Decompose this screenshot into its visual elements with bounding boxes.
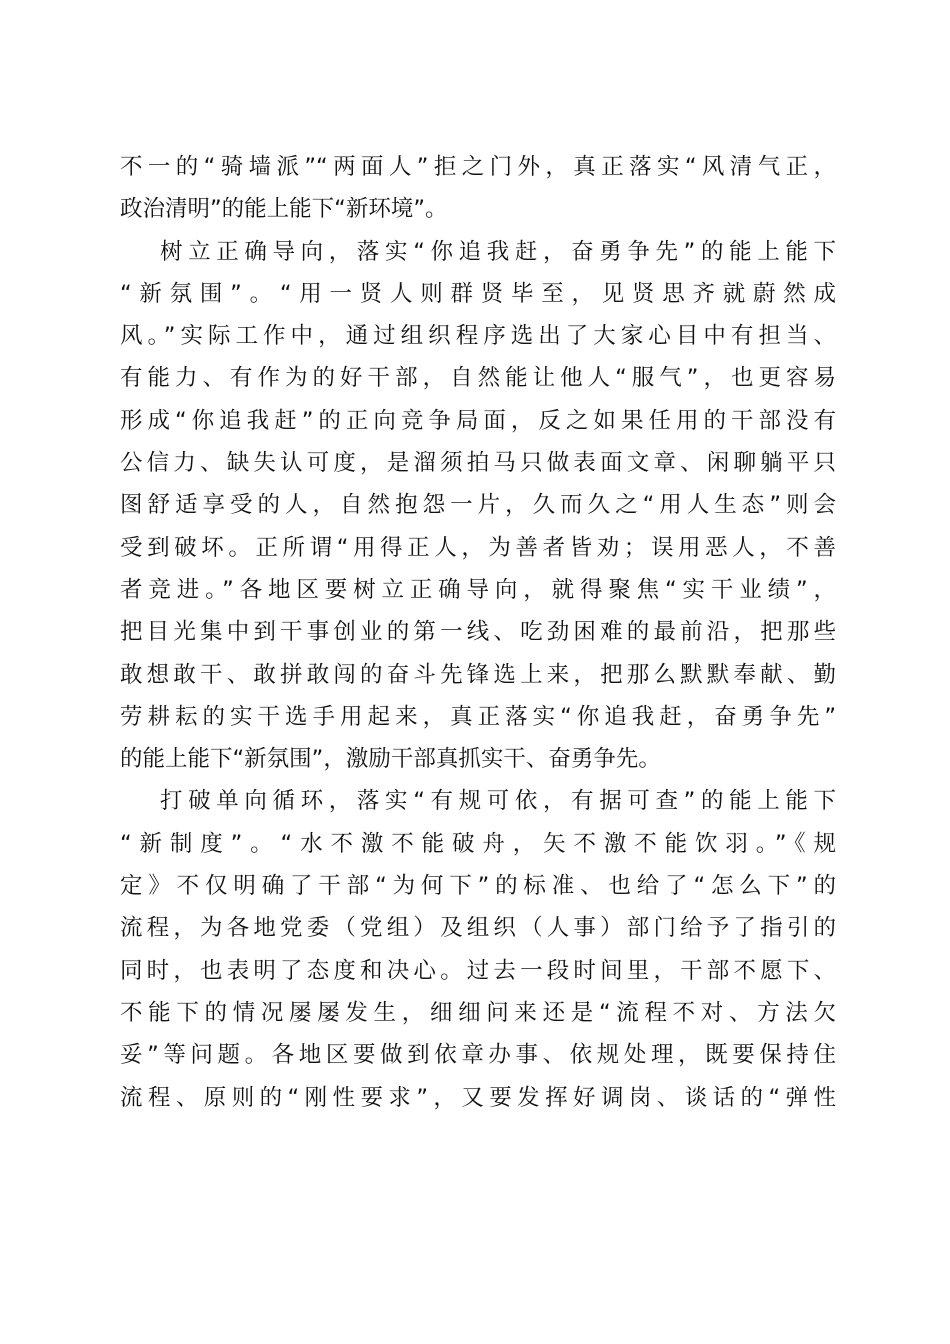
- text-line: 树立正确导向，落实“你追我赶，奋勇争先”的能上能下: [160, 238, 836, 265]
- document-body: [120, 146, 836, 1119]
- paragraph-new-atmosphere: [120, 231, 836, 781]
- text-line: “新制度”。“水不激不能破舟，矢不激不能饮羽。”《规: [120, 830, 836, 857]
- text-line: 风。”实际工作中，通过组织程序选出了大家心目中有担当、: [120, 323, 836, 350]
- text-line: 定》不仅明确了干部“为何下”的标准、也给了“怎么下”的: [120, 873, 836, 900]
- text-line: 不一的“骑墙派”“两面人”拒之门外，真正落实“风清气正，: [120, 154, 836, 180]
- text-line: 劳耕耘的实干选手用起来，真正落实“你追我赶，奋勇争先”: [120, 703, 836, 730]
- text-line: 政治清明”的能上能下“新环境”。: [120, 196, 448, 223]
- paragraph-new-system: [120, 780, 836, 1118]
- text-line: 形成“你追我赶”的正向竞争局面，反之如果任用的干部没有: [120, 407, 836, 434]
- text-line: 公信力、缺失认可度，是溜须拍马只做表面文章、闲聊躺平只: [120, 450, 836, 477]
- text-line: 不能下的情况屡屡发生，细细问来还是“流程不对、方法欠: [120, 999, 836, 1026]
- text-line: 妥”等问题。各地区要做到依章办事、依规处理，既要保持住: [120, 1042, 836, 1069]
- text-line: 者竞进。”各地区要树立正确导向，就得聚焦“实干业绩”，: [120, 576, 836, 603]
- text-line: 同时，也表明了态度和决心。过去一段时间里，干部不愿下、: [120, 957, 836, 984]
- text-line: 图舒适享受的人，自然抱怨一片，久而久之“用人生态”则会: [120, 492, 836, 519]
- text-line: 敢想敢干、敢拼敢闯的奋斗先锋选上来，把那么默默奉献、勤: [120, 661, 836, 688]
- text-line: 有能力、有作为的好干部，自然能让他人“服气”，也更容易: [120, 365, 836, 392]
- text-line: 流程，为各地党委（党组）及组织（人事）部门给予了指引的: [120, 915, 836, 942]
- text-line: “新氛围”。“用一贤人则群贤毕至，见贤思齐就蔚然成: [120, 280, 836, 307]
- text-line: 把目光集中到干事创业的第一线、吃劲困难的最前沿，把那些: [120, 619, 836, 646]
- text-line: 打破单向循环，落实“有规可依，有据可查”的能上能下: [160, 788, 836, 815]
- paragraph-continuation: [120, 146, 836, 231]
- text-line: 流程、原则的“刚性要求”，又要发挥好调岗、谈话的“弹性: [120, 1084, 836, 1111]
- text-line: 受到破坏。正所谓“用得正人，为善者皆劝；误用恶人，不善: [120, 534, 836, 561]
- text-line: 的能上能下“新氛围”，激励干部真抓实干、奋勇争先。: [120, 746, 661, 773]
